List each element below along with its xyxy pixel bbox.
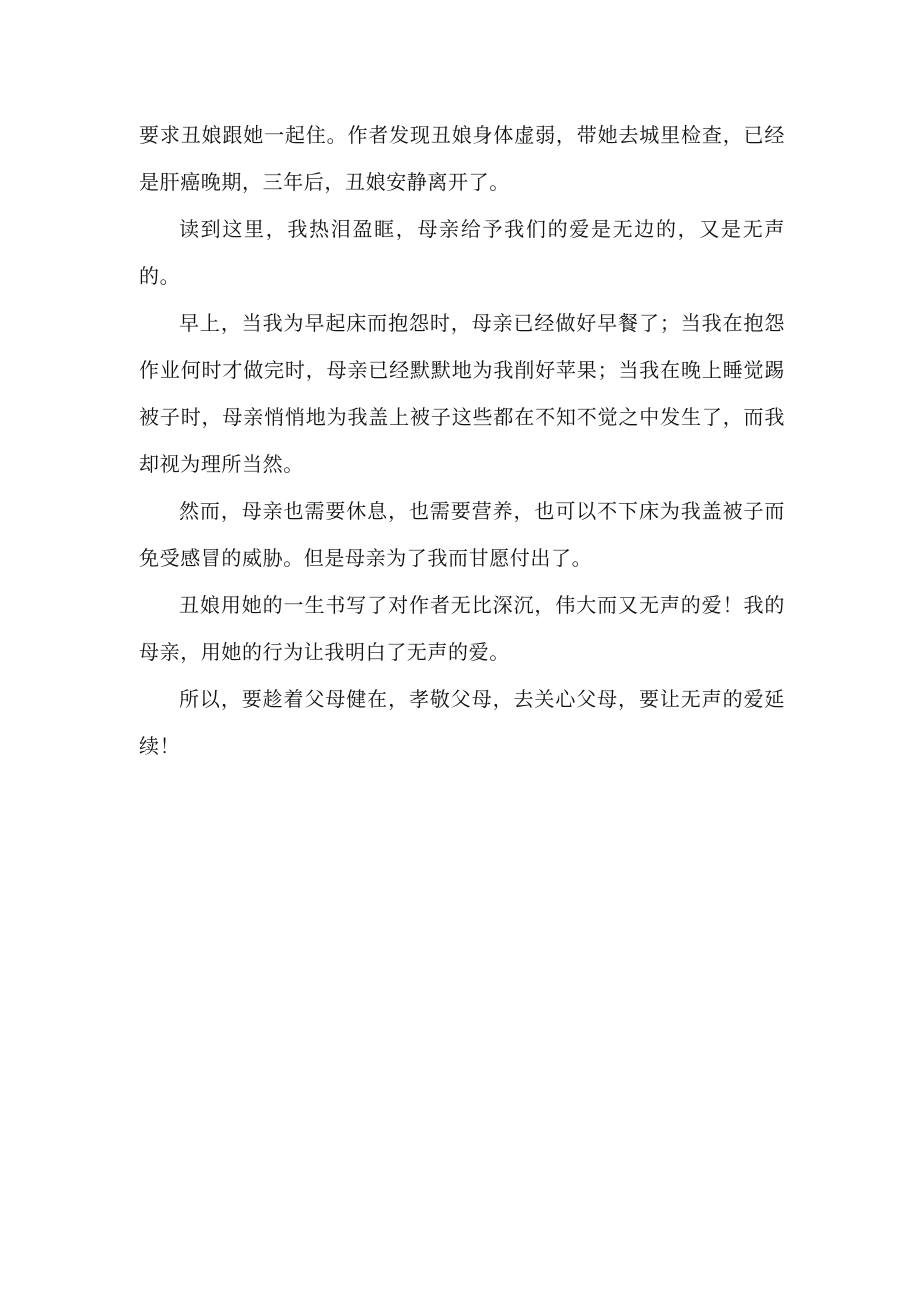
paragraph: 然而，母亲也需要休息，也需要营养，也可以不下床为我盖被子而免受感冒的威胁。但是母亲为了我而甘愿付出了。 — [139, 499, 785, 570]
paragraph: 丑娘用她的一生书写了对作者无比深沉，伟大而又无声的爱！我的母亲，用她的行为让我明白了无声的爱。 — [139, 593, 785, 664]
paragraph: 早上，当我为早起床而抱怨时，母亲已经做好早餐了；当我在抱怨作业何时才做完时，母亲已经默默地为我削好苹果；当我在晚上睡觉踢被子时，母亲悄悄地为我盖上被子这些都在不知不觉之中发生了，而我却视为理所当然。 — [139, 311, 785, 476]
paragraph-continuation: 要求丑娘跟她一起住。作者发现丑娘身体虚弱，带她去城里检查，已经是肝癌晚期，三年后，丑娘安静离开了。 — [139, 123, 785, 194]
paragraph: 读到这里，我热泪盈眶，母亲给予我们的爱是无边的，又是无声的。 — [139, 217, 785, 288]
document-body — [139, 112, 785, 770]
paragraph: 所以，要趁着父母健在，孝敬父母，去关心父母，要让无声的爱延续！ — [139, 687, 785, 758]
